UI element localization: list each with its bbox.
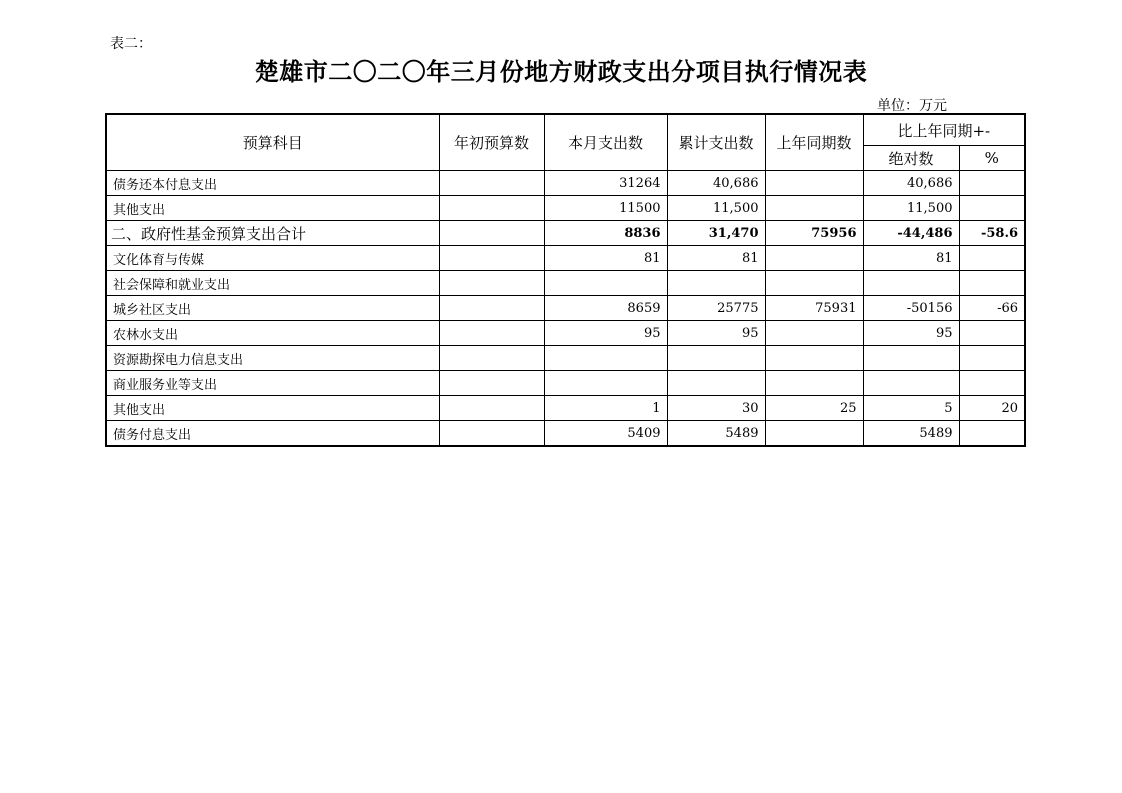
expenditure-table: [105, 113, 1026, 447]
cell-absolute: -44,486: [863, 221, 959, 246]
cell-cumulative: 81: [667, 246, 765, 271]
cell-percent: 20: [959, 396, 1025, 421]
cell-percent: [959, 246, 1025, 271]
header-percent: %: [959, 146, 1025, 171]
cell-last-year: [765, 421, 863, 447]
row-item-name: 社会保障和就业支出: [106, 271, 439, 296]
cell-month: 1: [544, 396, 667, 421]
cell-month: 95: [544, 321, 667, 346]
cell-cumulative: 11,500: [667, 196, 765, 221]
header-absolute: 绝对数: [863, 146, 959, 171]
cell-percent: -66: [959, 296, 1025, 321]
cell-cumulative: 25775: [667, 296, 765, 321]
table-row: [106, 371, 1025, 396]
cell-initial: [439, 371, 544, 396]
cell-month: [544, 346, 667, 371]
cell-last-year: [765, 271, 863, 296]
cell-last-year: 75956: [765, 221, 863, 246]
cell-absolute: [863, 371, 959, 396]
cell-absolute: 81: [863, 246, 959, 271]
cell-cumulative: [667, 371, 765, 396]
cell-cumulative: 40,686: [667, 171, 765, 196]
cell-absolute: [863, 271, 959, 296]
cell-last-year: [765, 196, 863, 221]
cell-last-year: [765, 346, 863, 371]
table-row: [106, 246, 1025, 271]
cell-cumulative: 5489: [667, 421, 765, 447]
table-label: 表二：: [110, 36, 152, 52]
cell-last-year: 75931: [765, 296, 863, 321]
header-item: 预算科目: [106, 114, 439, 171]
unit-label: 单位：万元: [877, 98, 947, 114]
cell-initial: [439, 271, 544, 296]
row-item-name: 其他支出: [106, 196, 439, 221]
cell-initial: [439, 246, 544, 271]
table-row: [106, 421, 1025, 447]
cell-percent: -58.6: [959, 221, 1025, 246]
cell-month: 81: [544, 246, 667, 271]
header-last-year: 上年同期数: [765, 114, 863, 171]
table-row: [106, 196, 1025, 221]
row-item-name: 文化体育与传媒: [106, 246, 439, 271]
cell-absolute: 11,500: [863, 196, 959, 221]
cell-percent: [959, 271, 1025, 296]
cell-cumulative: 95: [667, 321, 765, 346]
cell-month: [544, 271, 667, 296]
table-row: [106, 296, 1025, 321]
cell-last-year: [765, 321, 863, 346]
table-row: [106, 321, 1025, 346]
cell-month: 8659: [544, 296, 667, 321]
cell-absolute: 5: [863, 396, 959, 421]
header-cumulative-spend: 累计支出数: [667, 114, 765, 171]
cell-percent: [959, 421, 1025, 447]
row-item-name: 农林水支出: [106, 321, 439, 346]
cell-month: 8836: [544, 221, 667, 246]
cell-percent: [959, 321, 1025, 346]
table-row: [106, 346, 1025, 371]
row-item-name: 城乡社区支出: [106, 296, 439, 321]
row-item-name: 债务付息支出: [106, 421, 439, 447]
cell-last-year: 25: [765, 396, 863, 421]
table-row: [106, 171, 1025, 196]
cell-initial: [439, 396, 544, 421]
cell-month: 11500: [544, 196, 667, 221]
cell-initial: [439, 171, 544, 196]
table-row: [106, 271, 1025, 296]
header-vs-last-year: 比上年同期+-: [863, 114, 1025, 146]
cell-cumulative: 31,470: [667, 221, 765, 246]
cell-absolute: -50156: [863, 296, 959, 321]
cell-initial: [439, 221, 544, 246]
cell-initial: [439, 296, 544, 321]
document-title: 楚雄市二〇二〇年三月份地方财政支出分项目执行情况表: [254, 58, 868, 86]
row-item-name: 商业服务业等支出: [106, 371, 439, 396]
cell-percent: [959, 371, 1025, 396]
table-row: [106, 396, 1025, 421]
cell-cumulative: 30: [667, 396, 765, 421]
table-row: [106, 221, 1025, 246]
row-item-name: 二、政府性基金预算支出合计: [106, 221, 439, 246]
header-initial-budget: 年初预算数: [439, 114, 544, 171]
cell-absolute: 40,686: [863, 171, 959, 196]
cell-absolute: 5489: [863, 421, 959, 447]
cell-last-year: [765, 171, 863, 196]
cell-percent: [959, 346, 1025, 371]
row-item-name: 资源勘探电力信息支出: [106, 346, 439, 371]
cell-month: 5409: [544, 421, 667, 447]
cell-initial: [439, 196, 544, 221]
cell-percent: [959, 171, 1025, 196]
cell-last-year: [765, 371, 863, 396]
cell-initial: [439, 321, 544, 346]
cell-cumulative: [667, 271, 765, 296]
cell-percent: [959, 196, 1025, 221]
cell-absolute: 95: [863, 321, 959, 346]
row-item-name: 其他支出: [106, 396, 439, 421]
cell-cumulative: [667, 346, 765, 371]
cell-absolute: [863, 346, 959, 371]
cell-initial: [439, 346, 544, 371]
cell-initial: [439, 421, 544, 447]
cell-month: [544, 371, 667, 396]
row-item-name: 债务还本付息支出: [106, 171, 439, 196]
header-month-spend: 本月支出数: [544, 114, 667, 171]
cell-month: 31264: [544, 171, 667, 196]
cell-last-year: [765, 246, 863, 271]
